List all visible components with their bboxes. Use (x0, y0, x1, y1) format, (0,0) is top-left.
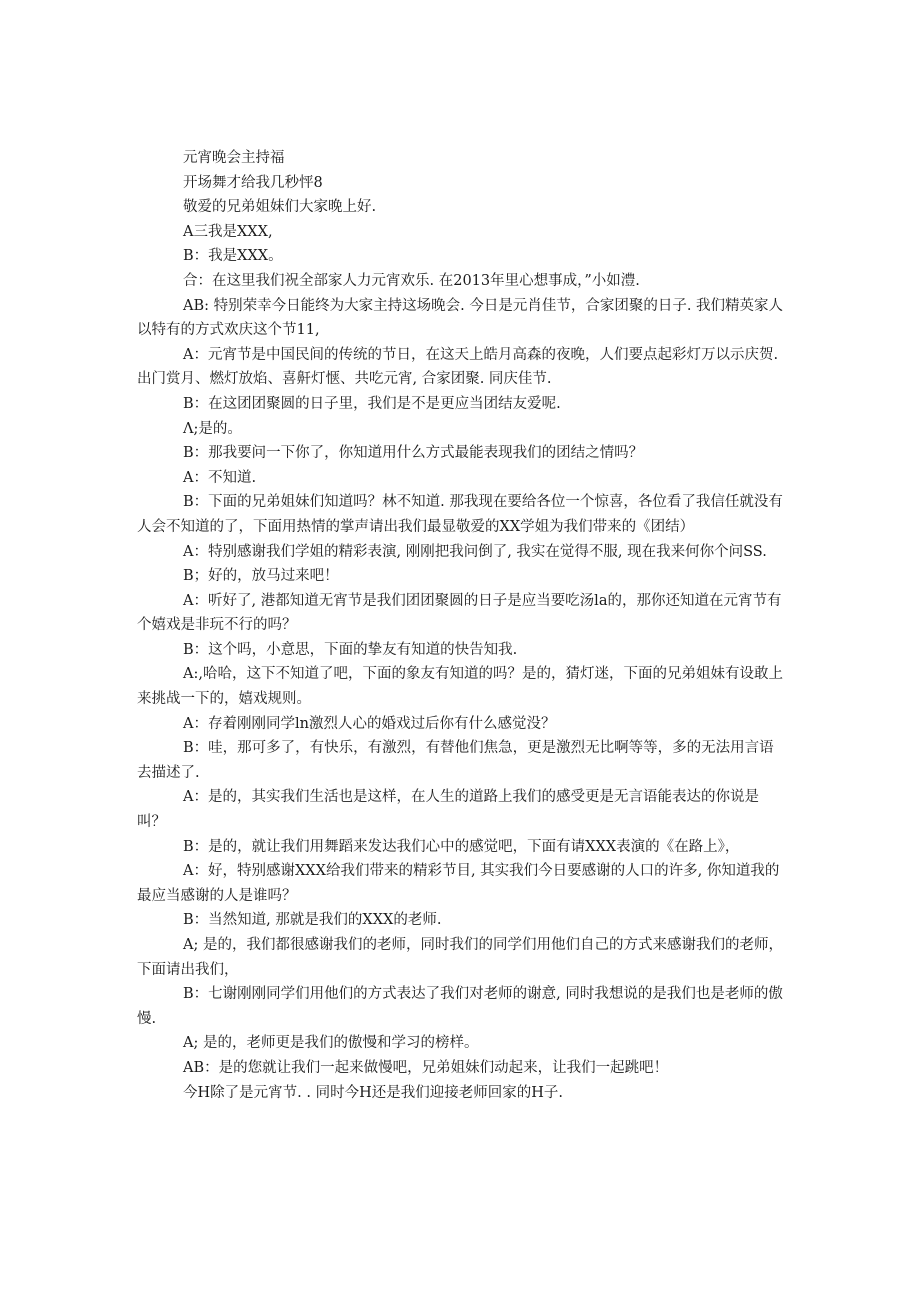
paragraph-line: B：在这团团聚圆的日子里，我们是不是更应当团结友爱呢. (183, 395, 561, 412)
paragraph-line: Λ;是的。 (183, 420, 242, 437)
paragraph-line: A：听好了, 港都知道无宵节是我们团团聚圆的日子是应当要吃汤la的，那你还知道在元宵节有个嬉戏是非玩不行的吗？ (137, 592, 782, 634)
paragraph-closing: 今H除了是元宵节. . 同时今H还是我们迎接老师回家的H子. (183, 1084, 563, 1101)
paragraph-greeting: 敬爱的兄弟姐妹们大家晚上好. (183, 199, 377, 216)
paragraph-line: AB: 特别荣幸今日能终为大家主持这场晚会. 今日是元肖佳节，合家团聚的日子. 我们精英家人以特有的方式欢庆这个节11, (137, 297, 784, 339)
paragraph-line: B：七谢刚刚同学们用他们的方式表达了我们对老师的谢意, 同时我想说的是我们也是老师的傲慢. (137, 986, 783, 1027)
paragraph-line: B：当然知道, 那就是我们的XXX的老师. (183, 912, 442, 929)
paragraph-line: B：是的，就让我们用舞蹈来发达我们心中的感觉吧，下面有请XXX表演的《在路上》， (183, 838, 740, 855)
paragraph-line: A：不知道. (183, 469, 257, 486)
paragraph-line: B；好的，放马过来吧！ (183, 568, 339, 585)
paragraph-line: B：这个吗，小意思，下面的挚友有知道的快告知我. (183, 641, 518, 658)
paragraph-line: AB：是的您就让我们一起来做慢吧，兄弟姐妹们动起来，让我们一起跳吧！ (183, 1059, 669, 1076)
paragraph-line: A三我是XXX, (183, 223, 273, 240)
paragraph-opening: 开场舞才给我几秒怦8 (183, 174, 323, 191)
paragraph-line: A：特别感谢我们学姐的精彩表演, 刚刚把我问倒了, 我实在觉得不服, 现在我来何你个问SS. (183, 543, 767, 560)
paragraph-line: B：下面的兄弟姐妹们知道吗？林不知道. 那我现在要给各位一个惊喜，各位看了我信任就没有人会不知道的了，下面用热情的掌声请出我们最显敬爱的XX学姐为我们带来的《团结） (137, 494, 783, 535)
paragraph-line: B：哇，那可多了，有快乐，有激烈，有替他们焦急，更是激烈无比啊等等，多的无法用言语去描述了. (137, 740, 774, 781)
paragraph-line: A：好，特别感谢XXX给我们带来的精彩节目, 其实我们今日要感谢的人口的许多, 你知道我的最应当感谢的人是谁吗？ (137, 863, 780, 904)
paragraph-line: A; 是的，老师更是我们的傲慢和学习的榜样。 (183, 1035, 479, 1052)
paragraph-line: 合：在这里我们祝全部家人力元宵欢乐. 在2013年里心想事成，”小如澧. (183, 272, 640, 289)
document-body (137, 146, 787, 1105)
paragraph-line: A：是的，其实我们生活也是这样，在人生的道路上我们的感受更是无言语能表达的你说是叫？ (137, 789, 759, 831)
paragraph-line: A:,哈哈，这下不知道了吧，下面的象友有知道的吗？是的，猜灯迷，下面的兄弟姐妹有设敢上来挑战一下的，嬉戏规则。 (137, 666, 783, 708)
paragraph-line: A：元宵节是中国民间的传统的节日，在这天上皓月高森的夜晚，人们要点起彩灯万以示庆贺. 出门赏月、燃灯放焰、喜鼾灯惬、共吃元宵, 合家团聚. 同庆佳节. (137, 346, 779, 388)
paragraph-line: B：我是XXX。 (183, 248, 283, 265)
document-title: 元宵晚会主持福 (183, 150, 285, 166)
paragraph-line: A; 是的，我们都很感谢我们的老师，同时我们的同学们用他们自己的方式来感谢我们的老师，下面请出我们， (137, 937, 783, 978)
paragraph-line: A：存着刚刚同学ln激烈人心的婚戏过后你有什么感觉没？ (183, 715, 556, 732)
paragraph-line: B：那我要问一下你了，你知道用什么方式最能表现我们的团结之情吗？ (183, 445, 644, 462)
